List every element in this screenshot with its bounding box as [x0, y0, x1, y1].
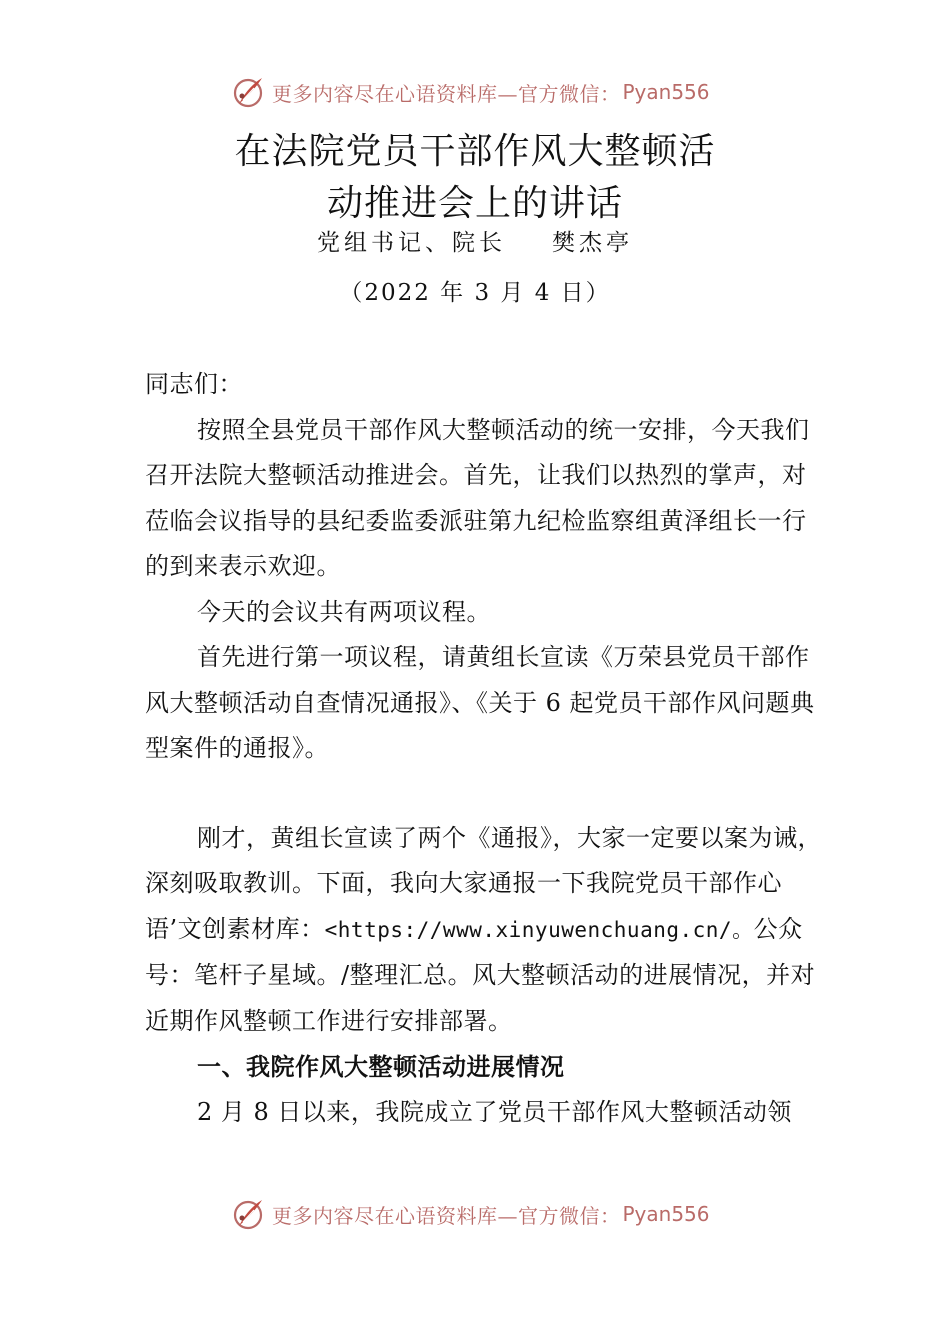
author-byline	[0, 226, 950, 260]
document-title	[0, 126, 950, 230]
watermark-wechat-id: Pyan556	[622, 1202, 710, 1226]
paragraph-opening: 按照全县党员干部作风大整顿活动的统一安排，今天我们召开法院大整顿活动推进会。首先，让我们以热烈的掌声，对莅临会议指导的县纪委监委派驻第九纪检监察组黄泽组长一行的到来表示欢迎。	[145, 415, 810, 580]
quill-seal-icon	[230, 74, 266, 110]
blank-line	[145, 772, 825, 816]
paragraph-first-item: 首先进行第一项议程，请黄组长宣读《万荣县党员干部作风大整顿活动自查情况通报》、《关于 6 起党员干部作风问题典型案件的通报》。	[145, 643, 815, 762]
paragraph-report	[145, 816, 825, 1045]
speech-date: （2022 年 3 月 4 日）	[339, 280, 611, 306]
document-body	[145, 362, 825, 1135]
watermark-header	[230, 72, 750, 112]
quill-seal-icon	[230, 1196, 266, 1232]
title-line-1: 在法院党员干部作风大整顿活	[234, 131, 716, 172]
paragraph-report-text-b: 公众号：笔杆子星域。/整理汇总。风大整顿活动的进展情况，并对近期作风整顿工作进行安排部署。	[145, 914, 816, 1035]
salutation: 同志们：	[145, 370, 243, 398]
watermark-label: 更多内容尽在心语资料库—官方微信：	[272, 1203, 621, 1228]
author-name: 樊杰亭	[552, 230, 633, 256]
paragraph-agenda: 今天的会议共有两项议程。	[197, 597, 491, 626]
paragraph-section1-start: 2 月 8 日以来，我院成立了党员干部作风大整顿活动领	[197, 1097, 792, 1126]
paragraph-report-text-a: 刚才，黄组长宣读了两个《通报》，大家一定要以案为诫，深刻吸取教训。下面，我向大家通报一下我院党员干部作心语’文创素材库：	[145, 823, 822, 943]
watermark-wechat-id: Pyan556	[622, 80, 710, 104]
watermark-footer	[230, 1194, 750, 1234]
watermark-label: 更多内容尽在心语资料库—官方微信：	[272, 81, 621, 106]
section-heading-1: 一、我院作风大整顿活动进展情况	[197, 1052, 565, 1081]
title-line-2: 动推进会上的讲话	[326, 183, 623, 224]
source-url: <https://www.xinyuwenchuang.cn/。	[324, 917, 754, 942]
author-role: 党组书记、院长	[317, 230, 506, 256]
